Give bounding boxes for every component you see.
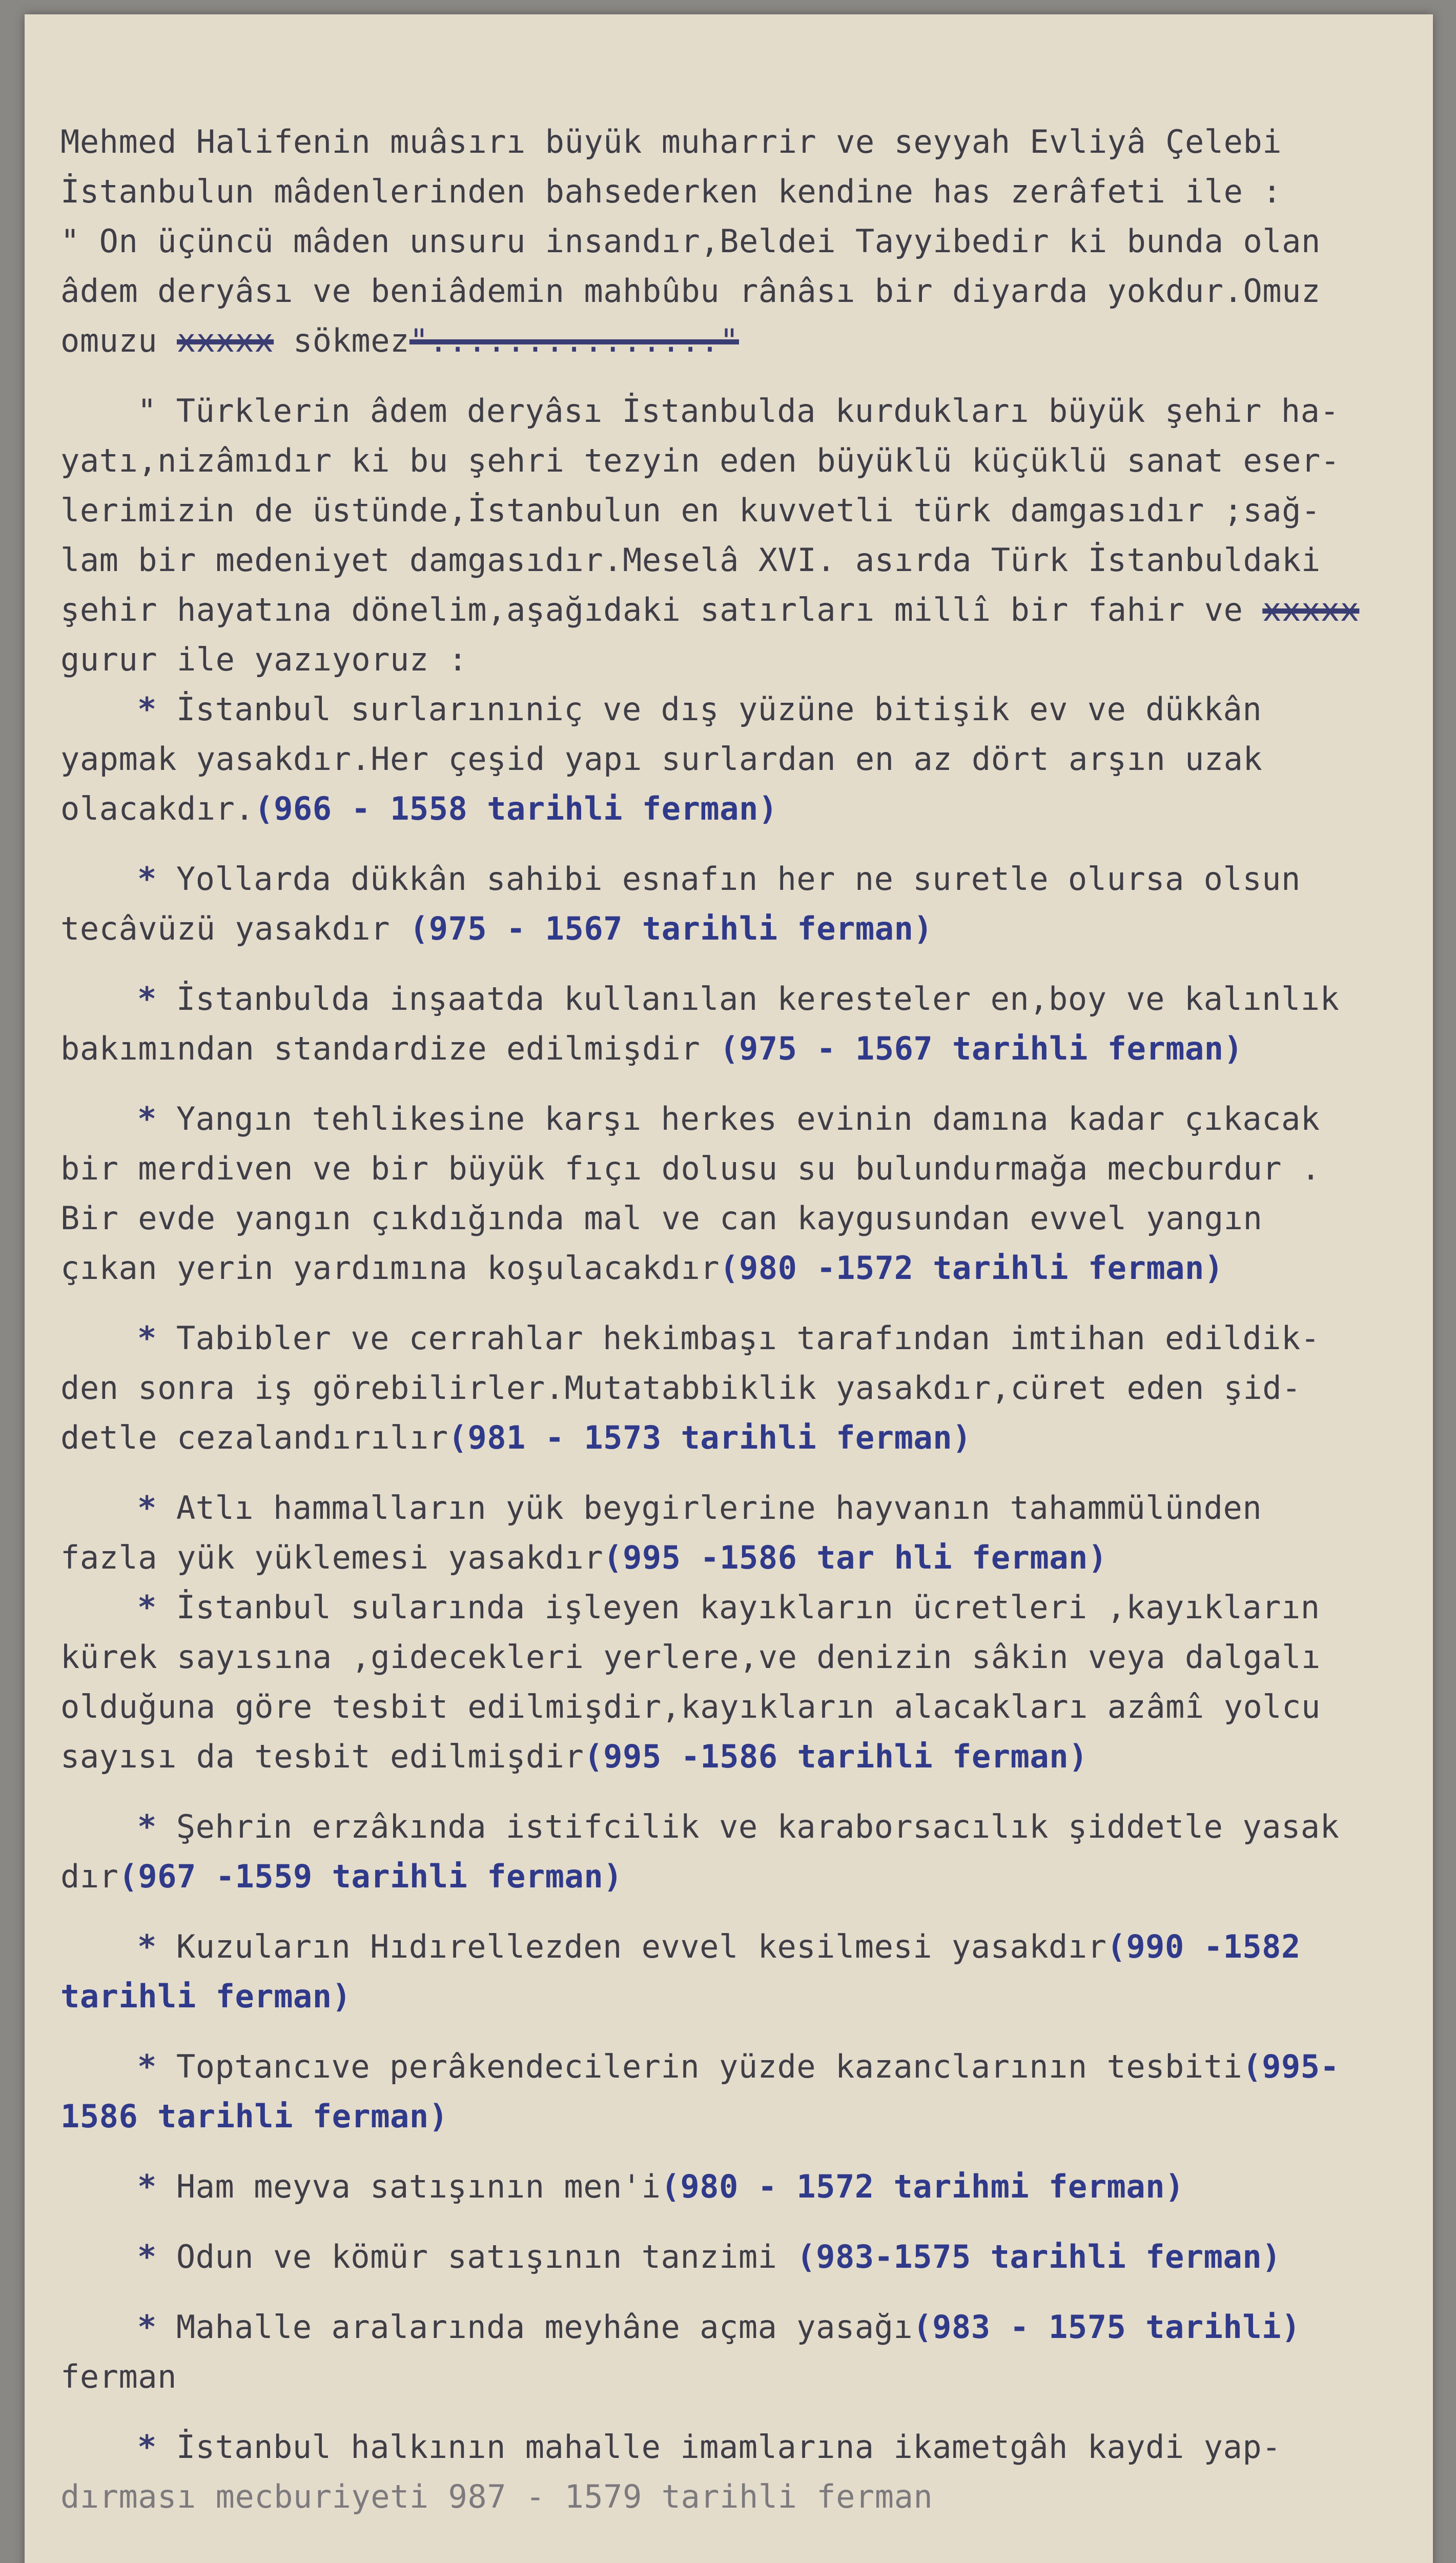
item-4-line-1	[60, 1094, 1424, 1144]
item-10-ref-cont: 1586 tarihli ferman)	[60, 2098, 448, 2135]
asterisk-icon: *	[137, 2428, 157, 2466]
item-4-ref: (980 -1572 tarihli ferman)	[720, 1249, 1224, 1287]
asterisk-icon: *	[137, 2308, 157, 2346]
intro-line-5	[60, 316, 1424, 365]
item-7-line-2: kürek sayısına ,gidecekleri yerlere,ve denizin sâkin veya dalgalı	[60, 1638, 1321, 1676]
item-2-line-1	[60, 854, 1424, 904]
item-7-line-1	[60, 1582, 1424, 1632]
item-9-ref: (990 -1582	[1106, 1928, 1301, 1965]
item-8-line-1	[60, 1802, 1424, 1852]
item-9-text-1: Kuzuların Hıdırellezden evvel kesilmesi yasakdır	[176, 1928, 1107, 1965]
asterisk-icon: *	[137, 690, 157, 728]
item-11-text-1: Ham meyva satışının men'i	[176, 2168, 661, 2205]
item-1-ref: (966 - 1558 tarihli ferman)	[254, 790, 778, 827]
item-6-text-1: Atlı hammalların yük beygirlerine hayvanın tahammülünden	[176, 1489, 1262, 1527]
item-4-line-2: bir merdiven ve bir büyük fıçı dolusu su bulundurmağa mecburdur .	[60, 1150, 1321, 1187]
item-5-ref: (981 - 1573 tarihli ferman)	[448, 1419, 972, 1456]
asterisk-icon: *	[137, 980, 157, 1018]
paragraph-line-5-text: şehir hayatına dönelim,aşağıdaki satırları millî bir fahir ve	[60, 591, 1243, 628]
paragraph-line-4: lam bir medeniyet damgasıdır.Meselâ XVI. asırda Türk İstanbuldaki	[60, 541, 1321, 579]
item-8-text-1: Şehrin erzâkında istifcilik ve karaborsacılık şiddetle yasak	[176, 1808, 1340, 1845]
asterisk-icon: *	[137, 1319, 157, 1357]
item-8-ref: (967 -1559 tarihli ferman)	[118, 1858, 623, 1895]
item-13-text-1: Mahalle aralarında meyhâne açma yasağı	[176, 2308, 913, 2346]
item-3-line-2	[60, 1024, 1424, 1073]
item-5-text-1: Tabibler ve cerrahlar hekimbaşı tarafından imtihan edildik-	[176, 1319, 1320, 1357]
item-13-line-1	[60, 2302, 1424, 2352]
item-7-text-4: sayısı da tesbit edilmişdir	[60, 1738, 584, 1775]
item-12-text-1: Odun ve kömür satışının tanzimi	[176, 2238, 797, 2275]
item-6-line-2	[60, 1533, 1424, 1582]
item-4-text-1: Yangın tehlikesine karşı herkes evinin damına kadar çıkacak	[176, 1100, 1320, 1137]
paragraph-line-1: " Türklerin âdem deryâsı İstanbulda kurdukları büyük şehir ha-	[137, 392, 1340, 430]
struck-out-word-2: xxxxx	[1262, 591, 1360, 628]
asterisk-icon: *	[137, 1589, 157, 1626]
item-7-line-3: olduğuna göre tesbit edilmişdir,kayıkların alacakları azâmî yolcu	[60, 1688, 1321, 1725]
item-2-line-2	[60, 904, 1424, 953]
asterisk-icon: *	[137, 1100, 157, 1137]
item-1-line-1	[60, 684, 1424, 734]
struck-out-phrase: "..............."	[409, 322, 739, 359]
item-8-text-2: dır	[60, 1858, 119, 1895]
item-11-ref: (980 - 1572 tarihmi ferman)	[661, 2168, 1184, 2205]
item-3-line-1	[60, 974, 1424, 1024]
item-7-line-4	[60, 1732, 1424, 1781]
item-12-line-1	[60, 2232, 1424, 2282]
item-7-ref: (995 -1586 tarihli ferman)	[584, 1738, 1088, 1775]
item-5-line-1	[60, 1313, 1424, 1363]
asterisk-icon: *	[137, 1808, 157, 1845]
item-12-ref: (983-1575 tarihli ferman)	[796, 2238, 1281, 2275]
item-11-line-1	[60, 2162, 1424, 2211]
item-3-text-2: bakımından standardize edilmişdir	[60, 1030, 720, 1067]
item-1-line-3	[60, 784, 1424, 833]
item-10-ref: (995-	[1242, 2048, 1340, 2085]
paragraph-line-5	[60, 585, 1424, 635]
item-2-text-2: tecâvüzü yasakdır	[60, 910, 409, 947]
struck-out-word: xxxxx	[176, 322, 274, 359]
item-7-text-1: İstanbul sularında işleyen kayıkların ücretleri ,kayıkların	[176, 1589, 1320, 1626]
intro-line-4: âdem deryâsı ve beniâdemin mahbûbu rânâsı bir diyarda yokdur.Omuz	[60, 272, 1321, 310]
item-14-line-2: dırması mecburiyeti 987 - 1579 tarihli ferman	[60, 2478, 933, 2515]
intro-line-2: İstanbulun mâdenlerinden bahsederken kendine has zerâfeti ile :	[60, 173, 1282, 210]
item-2-ref: (975 - 1567 tarihli ferman)	[409, 910, 933, 947]
item-3-ref: (975 - 1567 tarihli ferman)	[720, 1030, 1243, 1067]
asterisk-icon: *	[137, 2048, 157, 2085]
item-10-text-1: Toptancıve perâkendecilerin yüzde kazanclarının tesbiti	[176, 2048, 1243, 2085]
item-14-line-1	[60, 2422, 1424, 2472]
intro-word-sokmez: sökmez	[293, 322, 409, 359]
item-5-line-3	[60, 1413, 1424, 1462]
item-6-line-1	[60, 1483, 1424, 1533]
item-1-line-2: yapmak yasakdır.Her çeşid yapı surlardan en az dört arşın uzak	[60, 740, 1263, 778]
item-10-line-1	[60, 2042, 1424, 2091]
asterisk-icon: *	[137, 860, 157, 898]
intro-line-1: Mehmed Halifenin muâsırı büyük muharrir ve seyyah Evliyâ Çelebi	[60, 123, 1282, 160]
item-14-text-1: İstanbul halkının mahalle imamlarına ikametgâh kaydi yap-	[176, 2428, 1281, 2466]
paragraph-line-2: yatı,nizâmıdır ki bu şehri tezyin eden büyüklü küçüklü sanat eser-	[60, 442, 1340, 479]
item-5-line-2: den sonra iş görebilirler.Mutatabbiklik yasakdır,cüret eden şid-	[60, 1369, 1301, 1407]
asterisk-icon: *	[137, 2168, 157, 2205]
item-9-line-1	[60, 1922, 1424, 1971]
item-6-text-2: fazla yük yüklemesi yasakdır	[60, 1539, 604, 1576]
asterisk-icon: *	[137, 1489, 157, 1527]
paragraph-line-6: gurur ile yazıyoruz :	[60, 641, 468, 678]
document-body	[60, 117, 1424, 2563]
item-1-text-3: olacakdır.	[60, 790, 255, 827]
paragraph-line-3: lerimizin de üstünde,İstanbulun en kuvvetli türk damgasıdır ;sağ-	[60, 492, 1321, 529]
intro-line-3: " On üçüncü mâden unsuru insandır,Beldei Tayyibedir ki bunda olan	[60, 222, 1321, 260]
item-13-ref-cont: ferman	[60, 2358, 177, 2395]
item-1-text-1: İstanbul surlarınıniç ve dış yüzüne bitişik ev ve dükkân	[176, 690, 1262, 728]
item-4-line-3: Bir evde yangın çıkdığında mal ve can kaygusundan evvel yangın	[60, 1199, 1263, 1237]
item-9-ref-cont: tarihli ferman)	[60, 1978, 352, 2015]
item-5-text-3: detle cezalandırılır	[60, 1419, 448, 1456]
item-6-ref: (995 -1586 tar hli ferman)	[603, 1539, 1108, 1576]
typewritten-page	[25, 14, 1433, 2563]
item-2-text-1: Yollarda dükkân sahibi esnafın her ne suretle olursa olsun	[176, 860, 1301, 898]
item-4-line-4	[60, 1243, 1424, 1293]
asterisk-icon: *	[137, 2238, 157, 2275]
item-8-line-2	[60, 1852, 1424, 1901]
item-13-ref: (983 - 1575 tarihli)	[913, 2308, 1301, 2346]
asterisk-icon: *	[137, 1928, 157, 1965]
item-4-text-4: çıkan yerin yardımına koşulacakdır	[60, 1249, 720, 1287]
item-3-text-1: İstanbulda inşaatda kullanılan keresteler en,boy ve kalınlık	[176, 980, 1340, 1018]
intro-word-omuzu: omuzu	[60, 322, 158, 359]
